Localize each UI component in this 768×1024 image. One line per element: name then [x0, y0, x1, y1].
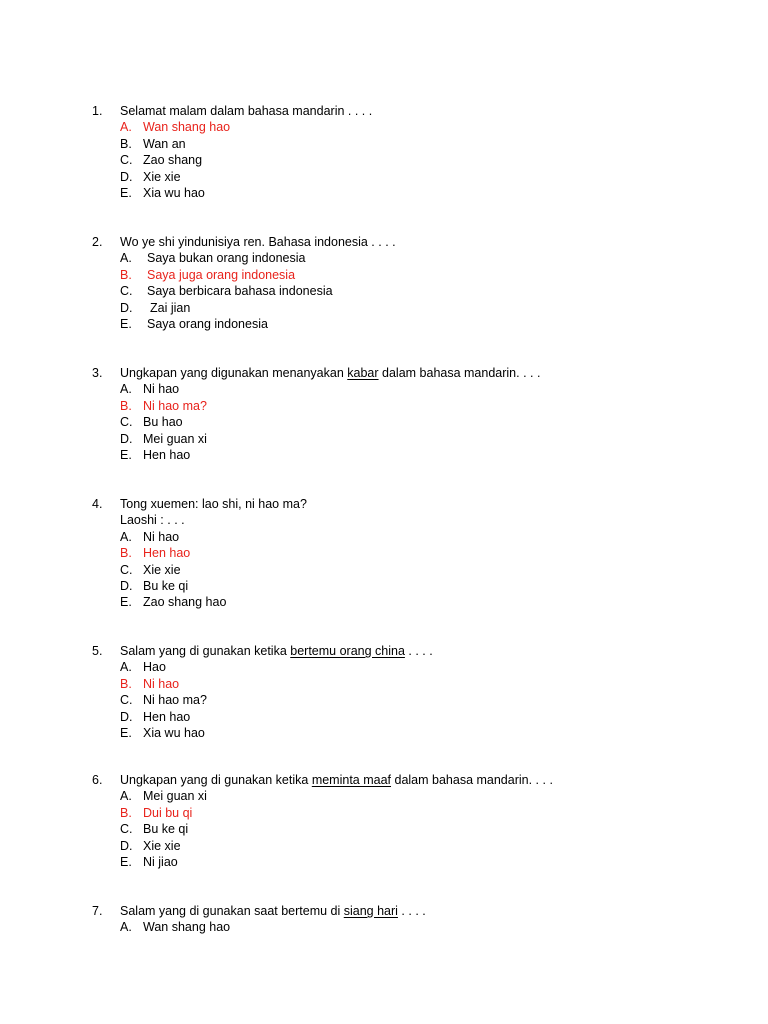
option-a [92, 529, 732, 545]
stem-text: dalam bahasa mandarin. . . . [378, 366, 541, 380]
option-a [92, 659, 732, 675]
question-6 [92, 772, 732, 870]
option-e [92, 316, 732, 332]
option-text: Saya orang indonesia [147, 316, 268, 331]
option-a [92, 250, 732, 266]
option-letter: D. [120, 838, 133, 853]
option-letter: E. [120, 447, 132, 462]
option-d [92, 169, 732, 185]
option-d [92, 709, 732, 725]
option-text: Ni hao [143, 382, 180, 397]
option-letter: C. [120, 562, 133, 577]
question-3 [92, 365, 732, 463]
option-d [92, 578, 732, 594]
option-letter: E. [120, 854, 132, 869]
option-text: Xie xie [143, 562, 181, 577]
question-4 [92, 496, 732, 611]
question-stem: Selamat malam dalam bahasa mandarin . . . . [120, 104, 373, 118]
question-1 [92, 103, 732, 201]
option-letter: A. [120, 120, 132, 135]
option-text: Mei guan xi [143, 431, 207, 446]
question-stem [120, 903, 426, 919]
option-text: Ni hao ma? [143, 398, 207, 413]
question-stem-line-2: Laoshi : . . . [120, 513, 185, 528]
option-c [92, 562, 732, 578]
option-a [92, 788, 732, 804]
option-c [92, 283, 732, 299]
option-text: Ni hao [143, 676, 180, 691]
option-letter: A. [120, 529, 132, 544]
question-stem-row [92, 103, 732, 119]
question-number: 3. [92, 366, 103, 380]
option-text: Dui bu qi [143, 805, 193, 820]
option-c [92, 692, 732, 708]
option-b [92, 398, 732, 414]
option-text: Wan shang hao [143, 920, 231, 935]
option-e [92, 854, 732, 870]
option-letter: E. [120, 595, 132, 610]
option-letter: B. [120, 136, 132, 151]
question-stem-row [92, 365, 732, 381]
option-text: Hen hao [143, 546, 191, 561]
option-text: Bu hao [143, 415, 183, 430]
question-number: 1. [92, 104, 103, 118]
option-letter: C. [120, 693, 133, 708]
option-d [92, 838, 732, 854]
option-text: Saya bukan orang indonesia [147, 251, 306, 266]
question-number: 4. [92, 497, 103, 511]
option-text: Mei guan xi [143, 789, 207, 804]
option-text: Hao [143, 660, 166, 675]
stem-text: . . . . [397, 904, 426, 918]
question-stem: Tong xuemen: lao shi, ni hao ma? [120, 497, 307, 511]
option-e [92, 185, 732, 201]
question-number: 7. [92, 904, 103, 918]
question-number: 6. [92, 773, 103, 787]
stem-underlined-keyword: siang hari [343, 904, 398, 918]
option-letter: C. [120, 822, 133, 837]
option-text: Xie xie [143, 838, 181, 853]
option-c [92, 821, 732, 837]
option-a [92, 119, 732, 135]
question-number: 2. [92, 235, 103, 249]
question-number: 5. [92, 644, 103, 658]
option-letter: C. [120, 153, 133, 168]
option-letter: C. [120, 415, 133, 430]
question-stem [120, 772, 553, 788]
option-text: Hen hao [143, 709, 191, 724]
option-e [92, 725, 732, 741]
option-text: Hen hao [143, 447, 191, 462]
option-letter: A. [120, 251, 132, 266]
option-b [92, 545, 732, 561]
option-text: Zao shang hao [143, 595, 227, 610]
option-letter: D. [120, 709, 133, 724]
option-text: Xia wu hao [143, 185, 205, 200]
option-text: Bu ke qi [143, 578, 189, 593]
stem-underlined-keyword: kabar [347, 366, 379, 380]
option-d [92, 300, 732, 316]
option-text: Xie xie [143, 169, 181, 184]
stem-text: Ungkapan yang di gunakan ketika [120, 773, 312, 787]
option-text: Ni hao ma? [143, 693, 207, 708]
stem-underlined-keyword: meminta maaf [311, 773, 392, 787]
option-d [92, 431, 732, 447]
option-text: Ni jiao [143, 854, 178, 869]
stem-text: Salam yang di gunakan ketika [120, 644, 291, 658]
question-5 [92, 643, 732, 741]
option-letter: D. [120, 169, 133, 184]
option-b [92, 267, 732, 283]
option-text: Bu ke qi [143, 822, 189, 837]
option-text: Xia wu hao [143, 725, 205, 740]
option-letter: D. [120, 300, 133, 315]
question-stem-row [92, 643, 732, 659]
option-text: Saya juga orang indonesia [147, 267, 296, 282]
stem-text: Salam yang di gunakan saat bertemu di [120, 904, 344, 918]
option-e [92, 447, 732, 463]
option-letter: B. [120, 546, 132, 561]
option-b [92, 136, 732, 152]
question-stem-row [92, 496, 732, 512]
option-b [92, 676, 732, 692]
option-text: Zao shang [143, 153, 203, 168]
question-7 [92, 903, 732, 936]
question-stem-row [92, 772, 732, 788]
stem-underlined-keyword: bertemu orang china [290, 644, 405, 658]
option-letter: A. [120, 920, 132, 935]
option-letter: E. [120, 316, 132, 331]
option-letter: A. [120, 382, 132, 397]
option-letter: A. [120, 789, 132, 804]
question-2 [92, 234, 732, 332]
option-letter: B. [120, 398, 132, 413]
option-letter: C. [120, 284, 133, 299]
option-letter: D. [120, 578, 133, 593]
stem-text: dalam bahasa mandarin. . . . [391, 773, 553, 787]
question-stem-row [92, 903, 732, 919]
question-stem [120, 365, 540, 381]
option-letter: B. [120, 676, 132, 691]
option-a [92, 381, 732, 397]
option-letter: D. [120, 431, 133, 446]
option-b [92, 805, 732, 821]
option-letter: E. [120, 185, 132, 200]
option-letter: A. [120, 660, 132, 675]
option-text: Zai jian [150, 300, 191, 315]
option-text: Wan shang hao [143, 120, 231, 135]
stem-text: Ungkapan yang digunakan menanyakan [120, 366, 348, 380]
option-letter: B. [120, 267, 132, 282]
question-stem-row [92, 512, 732, 528]
option-e [92, 594, 732, 610]
question-stem [120, 643, 433, 659]
option-text: Wan an [143, 136, 186, 151]
option-text: Ni hao [143, 529, 180, 544]
stem-text: . . . . [404, 644, 433, 658]
option-letter: B. [120, 805, 132, 820]
option-text: Saya berbicara bahasa indonesia [147, 284, 333, 299]
question-stem-row [92, 234, 732, 250]
option-letter: E. [120, 725, 132, 740]
option-c [92, 414, 732, 430]
option-a [92, 919, 732, 935]
question-stem: Wo ye shi yindunisiya ren. Bahasa indonesia . . . . [120, 235, 396, 249]
option-c [92, 152, 732, 168]
